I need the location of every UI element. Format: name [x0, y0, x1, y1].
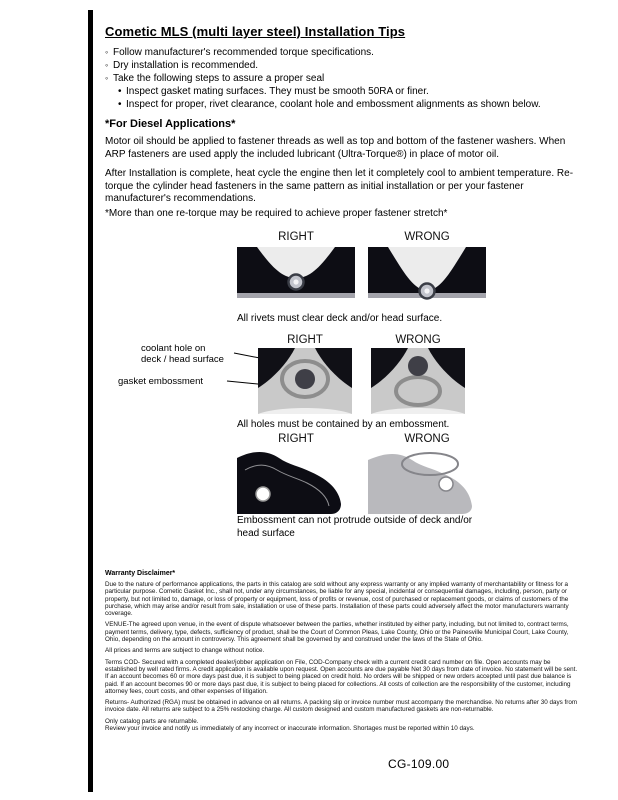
page-title: Cometic MLS (multi layer steel) Installation Tips	[105, 24, 406, 39]
list-item-text: Follow manufacturer's recommended torque specifications.	[113, 47, 374, 58]
list-item-text: Inspect gasket mating surfaces. They must be smooth 50RA or finer.	[126, 86, 429, 97]
row1-right-header: RIGHT	[278, 231, 314, 243]
diagram-embossment-wrong-image	[368, 448, 486, 514]
embossment-containment-right-illustration	[258, 348, 352, 414]
row2-wrong-header: WRONG	[395, 334, 441, 346]
list-item-text: Inspect for proper, rivet clearance, coolant hole and embossment alignments as shown below.	[126, 99, 541, 110]
warranty-paragraph: Terms COD- Secured with a completed dealer/jobber application on File, COD-Company check with a current credit card number on file. Open accounts may be established by well rated firms. A credit application is available upon request. Open accounts are due payable Net 30 days from date of invoice. No statement will be sent. If an account becomes 60 or more days past due, it is subject to being placed on credit hold. No orders will be shipped or new orders accepted until past due balance is paid. If an account becomes 90 or more days past due, it is subject to being placed for collections. All costs of collection are the responsibility of the customer, including attorney fees, court costs, and other expenses of litigation.	[105, 658, 578, 695]
diagram-rivet-right-image	[237, 247, 355, 309]
row1-wrong-header: WRONG	[404, 231, 450, 243]
warranty-paragraph: VENUE-The agreed upon venue, in the event of dispute whatsoever between the parties, whether instituted by either party, including, but not limited to, contract terms, payment terms, delivery, type, defects, sufficiency of product, shall be the Court of Common Pleas, Lake County, Ohio or the Painesville Municipal Court, Lake County, Ohio, depending on the amount in controversy. This agreement shall be governed by and construed under the laws of the State of Ohio.	[105, 621, 569, 644]
retorque-note: *More than one re-torque may be required to achieve proper fastener stretch*	[105, 208, 448, 219]
embossment-protrusion-right-illustration	[237, 448, 355, 514]
coolant-hole-label-line1: coolant hole on	[141, 343, 206, 354]
diagram-embossment-right-image	[237, 448, 355, 514]
diesel-applications-heading: *For Diesel Applications*	[105, 118, 236, 130]
rivet-clearance-right-illustration	[237, 247, 355, 309]
list-item	[105, 59, 591, 72]
rivet-clearance-wrong-illustration	[368, 247, 486, 309]
row3-wrong-header: WRONG	[404, 433, 450, 445]
diesel-paragraph-1: Motor oil should be applied to fastener threads as well as top and bottom of the fastener washers. When ARP fasteners are used apply the included lubricant (Ultra-Torque®) in place of motor oil.	[105, 136, 566, 160]
installation-tips-list	[105, 46, 591, 111]
list-item	[105, 46, 591, 59]
diesel-paragraph-2: After Installation is complete, heat cycle the engine then let it completely cool to ambient temperature. Re-torque the cylinder head fasteners in the same pattern as initial installation or per your fastener manufacturer's recommendations.	[105, 168, 574, 204]
list-sub-item	[105, 85, 591, 98]
list-sub-item	[105, 98, 591, 111]
gasket-embossment-label: gasket embossment	[118, 376, 204, 387]
embossment-protrusion-wrong-illustration	[368, 448, 486, 514]
warranty-paragraph: All prices and terms are subject to change without notice.	[105, 647, 265, 655]
list-item-text: Take the following steps to assure a proper seal	[113, 73, 325, 84]
row3-caption: Embossment can not protrude outside of deck and/or head surface	[237, 515, 473, 539]
warranty-section	[105, 570, 578, 736]
warranty-paragraph: Review your invoice and notify us immediately of any incorrect or inaccurate information. Shortages must be reported within 10 days.	[105, 725, 475, 733]
left-border-rule	[88, 10, 93, 792]
embossment-containment-wrong-illustration	[371, 348, 465, 414]
warranty-heading: Warranty Disclaimer*	[105, 570, 176, 577]
coolant-hole-label	[141, 343, 224, 365]
row3-right-header: RIGHT	[278, 433, 314, 445]
warranty-paragraph: Only catalog parts are returnable.	[105, 717, 199, 725]
warranty-paragraph: Due to the nature of performance applications, the parts in this catalog are sold without any express warranty or any implied warranty of merchantability or fitness for a particular purpose. Cometic Gasket Inc., shall not, under any circumstances, be liable for any special, incidental or consequential damages, including, person, party or property, but not limited to, damage, or loss of property or equipment, loss of profits or revenue, cost of purchased or replacement goods, or claims of customers of the purchase, which may arise and/or result from sale, installation or use of these parts. Installation of these parts could adversely affect the motor manufacturers warranty coverage.	[105, 581, 569, 618]
diagram-rivet-wrong-image	[368, 247, 486, 309]
row2-right-header: RIGHT	[287, 334, 323, 346]
list-item-text: Dry installation is recommended.	[113, 60, 259, 71]
diagram-coolant-right-image	[258, 348, 352, 414]
list-item	[105, 72, 591, 85]
diagram-coolant-wrong-image	[371, 348, 465, 414]
row2-caption: All holes must be contained by an embossment.	[237, 419, 450, 430]
coolant-hole-label-line2: deck / head surface	[141, 354, 224, 365]
row1-caption: All rivets must clear deck and/or head surface.	[237, 313, 443, 324]
page-code: CG-109.00	[388, 757, 450, 771]
warranty-paragraph: Returns- Authorized (RGA) must be obtained in advance on all returns. A packing slip or invoice number must accompany the merchandise. No returns after 30 days from invoice date. All returns are subject to a 25% restocking charge. All custom designed and custom manufactured gaskets are non-returnable.	[105, 699, 578, 714]
